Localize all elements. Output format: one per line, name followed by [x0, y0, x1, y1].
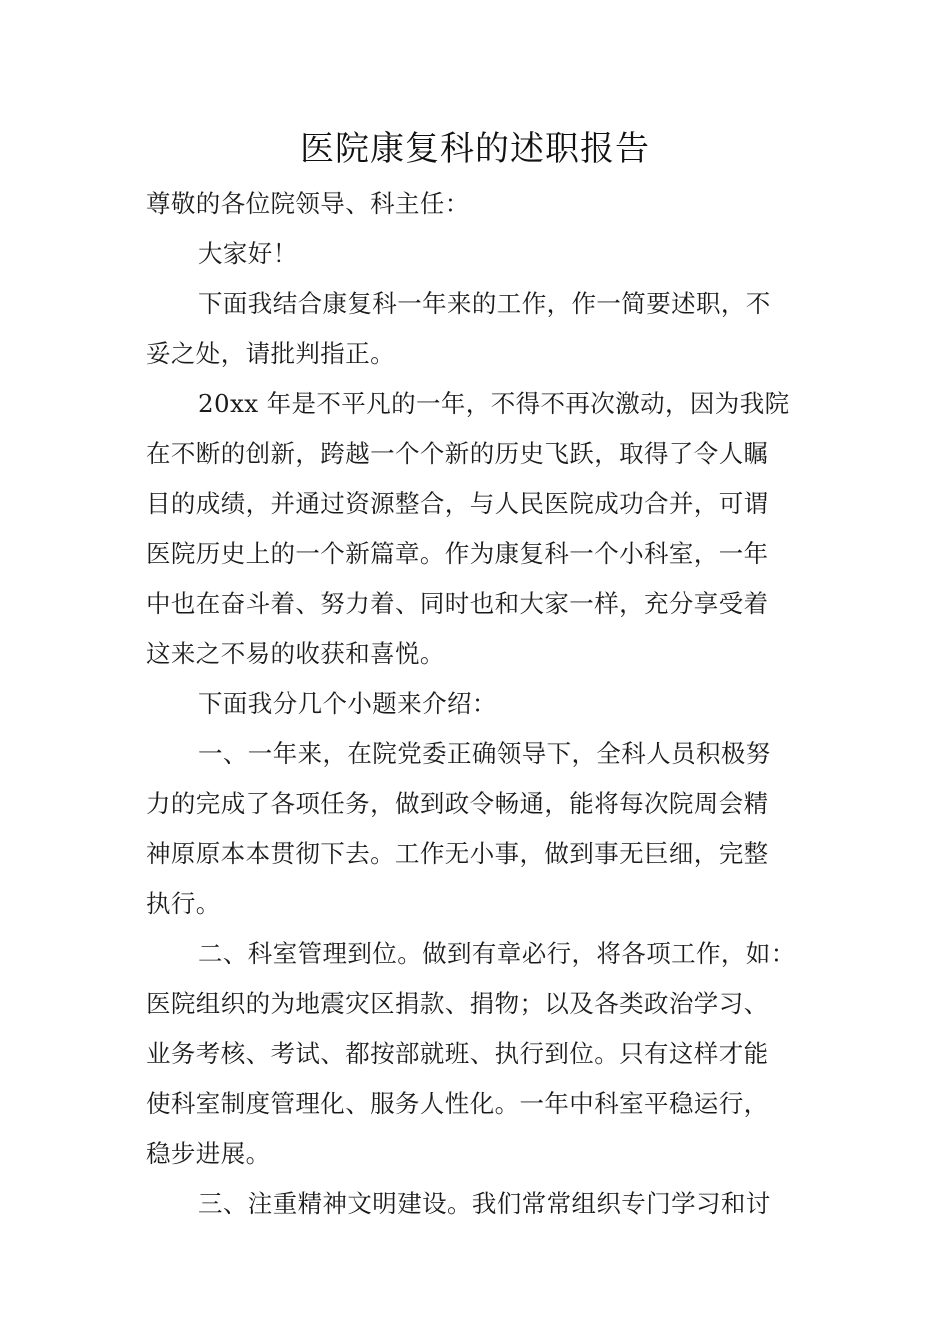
paragraph-line: 目的成绩，并通过资源整合，与人民医院成功合并，可谓: [146, 489, 769, 518]
document-title: 医院康复科的述职报告: [300, 129, 650, 169]
paragraph-line: 稳步进展。: [146, 1139, 271, 1168]
paragraph-line: 医院组织的为地震灾区捐款、捐物；以及各类政治学习、: [146, 989, 769, 1018]
paragraph-line: 二、科室管理到位。做到有章必行，将各项工作，如：: [198, 939, 796, 968]
salutation-line: 尊敬的各位院领导、科主任：: [146, 189, 470, 218]
paragraph-line: 中也在奋斗着、努力着、同时也和大家一样，充分享受着: [146, 589, 769, 618]
paragraph-line: 使科室制度管理化、服务人性化。一年中科室平稳运行，: [146, 1089, 769, 1118]
greeting-line: 大家好！: [198, 239, 298, 268]
paragraph-line: 执行。: [146, 889, 221, 918]
paragraph-line: 神原原本本贯彻下去。工作无小事，做到事无巨细，完整: [146, 839, 769, 868]
paragraph-line: 三、注重精神文明建设。我们常常组织专门学习和讨: [198, 1189, 771, 1218]
paragraph-line: 在不断的创新，跨越一个个新的历史飞跃，取得了令人瞩: [146, 439, 769, 468]
paragraph-line: 下面我结合康复科一年来的工作，作一简要述职，不: [198, 289, 771, 318]
paragraph-line: 力的完成了各项任务，做到政令畅通，能将每次院周会精: [146, 789, 769, 818]
paragraph-line: 这来之不易的收获和喜悦。: [146, 639, 445, 668]
paragraph-line: 妥之处，请批判指正。: [146, 339, 395, 368]
document-body: [146, 179, 836, 1229]
paragraph-line: 一、一年来，在院党委正确领导下，全科人员积极努: [198, 739, 771, 768]
paragraph-line: 20xx 年是不平凡的一年，不得不再次激动，因为我院: [198, 389, 790, 418]
paragraph-line: 医院历史上的一个新篇章。作为康复科一个小科室，一年: [146, 539, 769, 568]
paragraph-line: 下面我分几个小题来介绍：: [198, 689, 497, 718]
paragraph-line: 业务考核、考试、都按部就班、执行到位。只有这样才能: [146, 1039, 769, 1068]
